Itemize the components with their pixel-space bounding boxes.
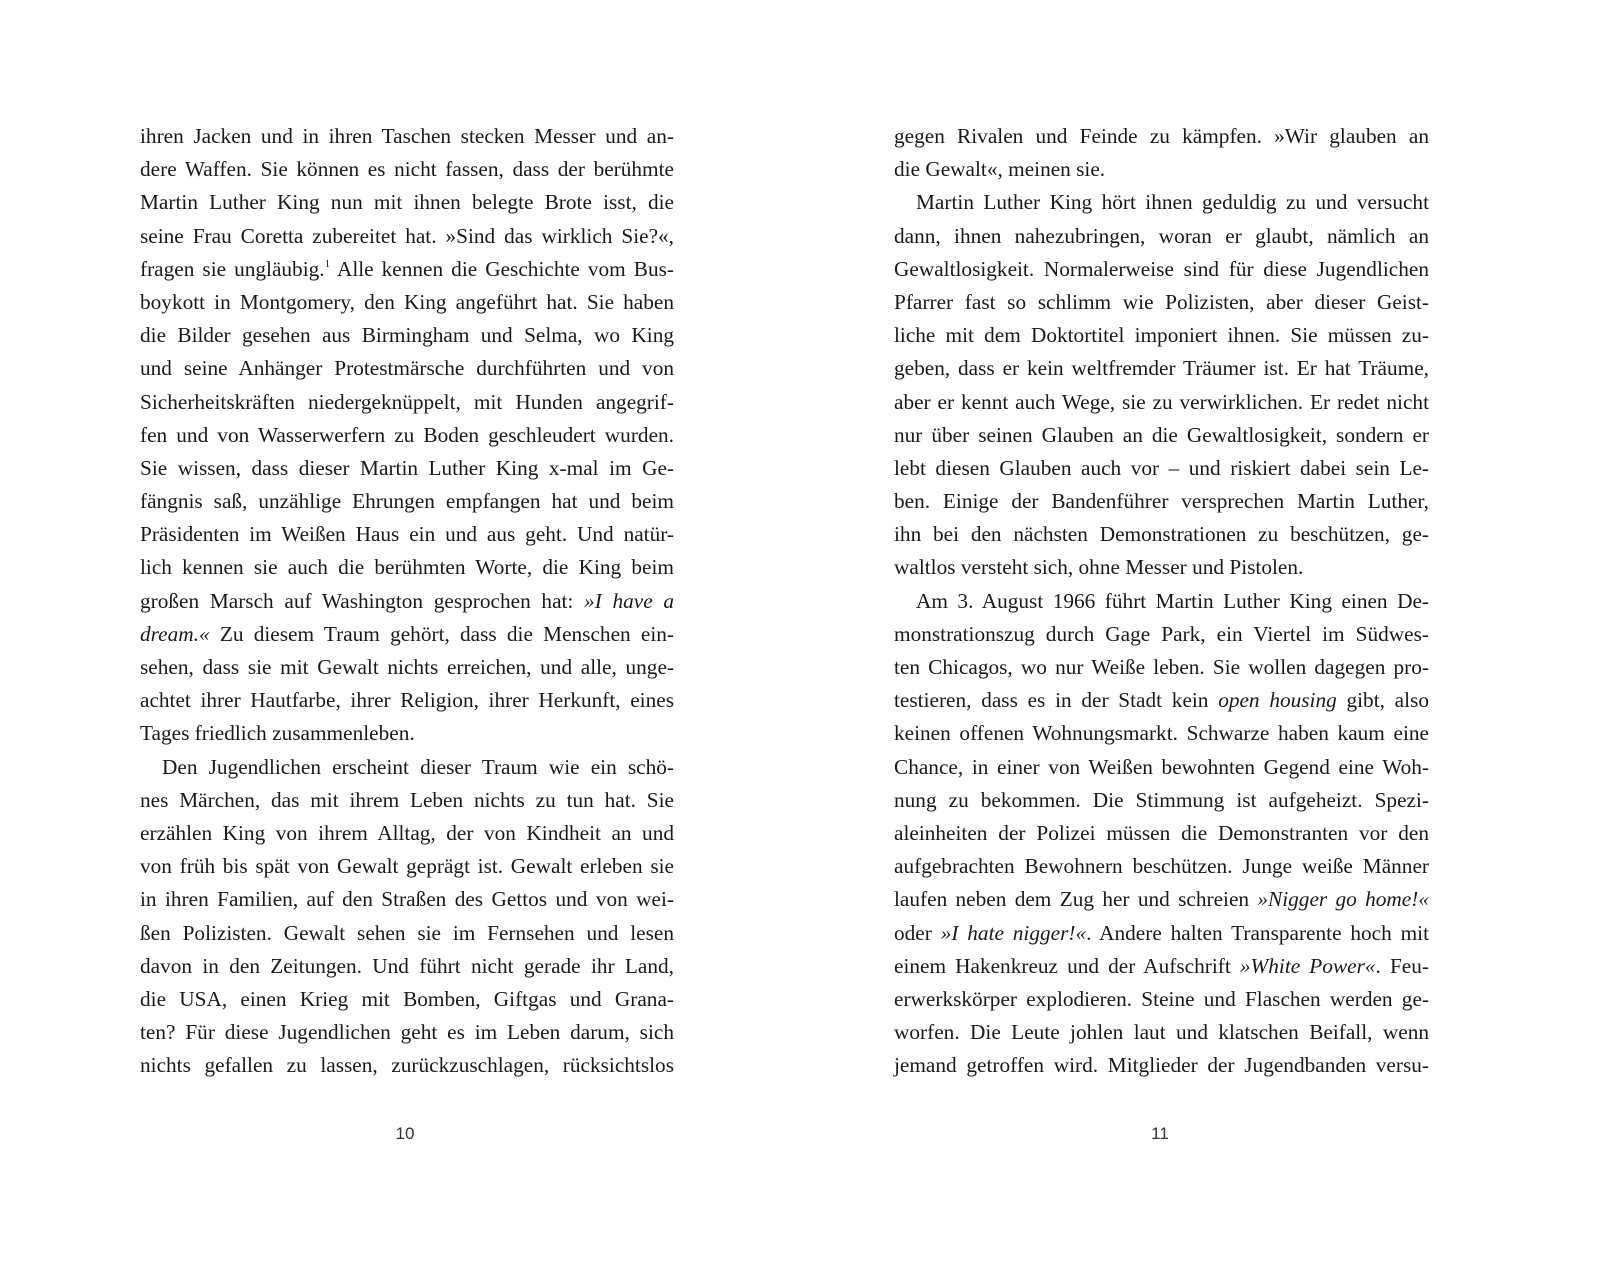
text-segment: ten Chicagos, wo nur Weiße leben. Sie wollen dagegen pro-	[894, 655, 1429, 679]
text-segment: Chance, in einer von Weißen bewohnten Gegend eine Woh-	[894, 754, 1429, 779]
text-segment: ten? Für diese Jugendlichen geht es im Leben darum, sich	[140, 1020, 674, 1045]
text-line	[894, 717, 1429, 750]
text-segment: Zu diesem Traum gehört, dass die Menschen ein-	[209, 621, 674, 646]
text-line	[894, 585, 1429, 618]
text-line	[894, 1016, 1429, 1049]
text-line	[894, 651, 1429, 684]
text-segment: Präsidenten im Weißen Haus ein und aus geht. Und natür-	[140, 522, 674, 547]
text-segment: sehen, dass sie mit Gewalt nichts erreichen, und alle, unge-	[140, 655, 674, 679]
text-segment: . Feu-	[1375, 953, 1430, 978]
text-segment: in ihren Familien, auf den Straßen des Gettos und von wei-	[140, 887, 674, 912]
italic-text: »I have a	[584, 588, 675, 613]
text-segment: aufgebrachten Bewohnern beschützen. Junge weiße Männer	[894, 854, 1429, 879]
text-line	[894, 751, 1429, 784]
text-segment: nur über seinen Glauben an die Gewaltlosigkeit, sondern er	[894, 422, 1429, 447]
footnote-marker: 1	[324, 257, 331, 270]
page-number-right: 11	[1151, 1124, 1169, 1143]
text-segment: lebt diesen Glauben auch vor – und riskiert dabei sein Le-	[894, 455, 1429, 480]
text-segment: dann, ihnen nahezubringen, woran er glaubt, nämlich an	[894, 223, 1429, 248]
text-segment: fen und von Wasserwerfern zu Boden geschleudert wurden.	[140, 422, 674, 447]
text-segment: erwerkskörper explodieren. Steine und Flaschen werden ge-	[894, 986, 1429, 1011]
text-segment: oder	[894, 920, 941, 945]
text-line	[894, 850, 1429, 883]
text-segment: Sie wissen, dass dieser Martin Luther King x-mal im Ge-	[140, 455, 674, 480]
text-line	[894, 983, 1429, 1016]
text-line	[894, 883, 1429, 916]
text-segment: ihn bei den nächsten Demonstrationen zu beschützen, ge-	[894, 522, 1429, 547]
text-line	[894, 452, 1429, 485]
text-line	[894, 917, 1429, 950]
text-segment: liche mit dem Doktortitel imponiert ihnen. Sie müssen zu-	[894, 323, 1429, 348]
text-line	[894, 684, 1429, 717]
text-segment: fragen sie ungläubig.	[140, 256, 325, 281]
text-line	[894, 817, 1429, 850]
text-line	[894, 551, 1429, 584]
text-segment: die Gewalt«, meinen sie.	[894, 157, 1106, 182]
text-line	[894, 120, 1429, 153]
italic-text: »White Power«	[1239, 953, 1376, 978]
text-segment: geben, dass er kein weltfremder Träumer ist. Er hat Träume,	[894, 356, 1429, 381]
text-segment: worfen. Die Leute johlen laut und klatschen Beifall, wenn	[894, 1020, 1429, 1045]
text-segment: Alle kennen die Geschichte vom Bus-	[330, 256, 674, 281]
text-line	[894, 253, 1429, 286]
text-segment: . Andere halten Transparente hoch mit	[1086, 920, 1429, 945]
text-segment: laufen neben dem Zug her und schreien	[894, 887, 1258, 912]
text-segment: davon in den Zeitungen. Und führt nicht gerade ihr Land,	[140, 953, 674, 978]
text-line	[894, 319, 1429, 352]
text-segment: aleinheiten der Polizei müssen die Demonstranten vor den	[894, 820, 1429, 845]
text-segment: lich kennen sie auch die berühmten Worte, die King beim	[140, 555, 674, 580]
text-segment: Sicherheitskräften niedergeknüppelt, mit Hunden angegrif-	[140, 389, 674, 414]
text-segment: nung zu bekommen. Die Stimmung ist aufgeheizt. Spezi-	[894, 787, 1429, 812]
text-segment: großen Marsch auf Washington gesprochen hat:	[140, 588, 585, 613]
text-segment: gegen Rivalen und Feinde zu kämpfen. »Wir glauben an	[894, 124, 1429, 148]
text-segment: keinen offenen Wohnungsmarkt. Schwarze haben kaum eine	[894, 721, 1429, 746]
italic-text: dream.«	[140, 621, 210, 646]
text-segment: Martin Luther King nun mit ihnen belegte Brote isst, die	[140, 190, 674, 215]
text-segment: Tages friedlich zusammenleben.	[140, 721, 415, 746]
italic-text: open housing	[1218, 688, 1337, 713]
text-line	[894, 950, 1429, 983]
text-segment: ben. Einige der Bandenführer versprechen Martin Luther,	[894, 489, 1429, 514]
text-segment: monstrationszug durch Gage Park, ein Viertel im Südwes-	[894, 621, 1429, 646]
text-segment: erzählen King von ihrem Alltag, der von Kindheit an und	[140, 820, 674, 845]
italic-text: »Nigger go home!«	[1257, 887, 1429, 912]
text-line	[894, 784, 1429, 817]
text-segment: aber er kennt auch Wege, sie zu verwirklichen. Er redet nicht	[894, 389, 1429, 414]
text-segment: Pfarrer fast so schlimm wie Polizisten, aber dieser Geist-	[894, 289, 1429, 314]
text-line	[894, 186, 1429, 219]
text-segment: jemand getroffen wird. Mitglieder der Jugendbanden versu-	[894, 1053, 1429, 1078]
right-page-body-text	[894, 120, 1429, 1082]
text-line	[894, 352, 1429, 385]
text-segment: fängnis saß, unzählige Ehrungen empfangen hat und beim	[140, 489, 674, 514]
text-segment: einem Hakenkreuz und der Aufschrift	[894, 953, 1240, 978]
text-line	[894, 1049, 1429, 1082]
text-line	[894, 286, 1429, 319]
text-segment: testieren, dass es in der Stadt kein	[894, 688, 1219, 713]
italic-text: »I hate nigger!«	[940, 920, 1087, 945]
text-segment: waltlos versteht sich, ohne Messer und Pistolen.	[894, 555, 1304, 580]
text-segment: ihren Jacken und in ihren Taschen stecken Messer und an-	[140, 124, 674, 148]
text-segment: boykott in Montgomery, den King angeführt hat. Sie haben	[140, 289, 674, 314]
text-segment: ßen Polizisten. Gewalt sehen sie im Fernsehen und lesen	[140, 920, 674, 945]
text-line	[894, 485, 1429, 518]
text-segment: nichts gefallen zu lassen, zurückzuschlagen, rücksichtslos	[140, 1053, 674, 1078]
text-segment: achtet ihrer Hautfarbe, ihrer Religion, ihrer Herkunft, eines	[140, 688, 674, 713]
text-segment: gibt, also	[1336, 688, 1429, 713]
text-segment: dere Waffen. Sie können es nicht fassen, dass der berühmte	[140, 157, 674, 182]
text-segment: und seine Anhänger Protestmärsche durchführten und von	[140, 356, 674, 381]
text-line	[894, 518, 1429, 551]
page-number-left: 10	[395, 1124, 415, 1143]
text-line	[894, 618, 1429, 651]
text-line	[894, 220, 1429, 253]
text-line	[894, 419, 1429, 452]
text-segment: nes Märchen, das mit ihrem Leben nichts zu tun hat. Sie	[140, 787, 674, 812]
text-segment: die USA, einen Krieg mit Bomben, Giftgas und Grana-	[140, 986, 674, 1011]
text-line	[894, 386, 1429, 419]
text-segment: Am 3. August 1966 führt Martin Luther King einen De-	[916, 588, 1429, 613]
text-segment: Den Jugendlichen erscheint dieser Traum wie ein schö-	[162, 754, 674, 779]
text-segment: Gewaltlosigkeit. Normalerweise sind für diese Jugendlichen	[894, 256, 1429, 281]
text-line	[894, 153, 1429, 186]
text-segment: die Bilder gesehen aus Birmingham und Selma, wo King	[140, 323, 674, 348]
text-segment: Martin Luther King hört ihnen geduldig zu und versucht	[916, 190, 1429, 215]
text-segment: von früh bis spät von Gewalt geprägt ist. Gewalt erleben sie	[140, 854, 674, 879]
text-segment: seine Frau Coretta zubereitet hat. »Sind das wirklich Sie?«,	[140, 223, 674, 248]
